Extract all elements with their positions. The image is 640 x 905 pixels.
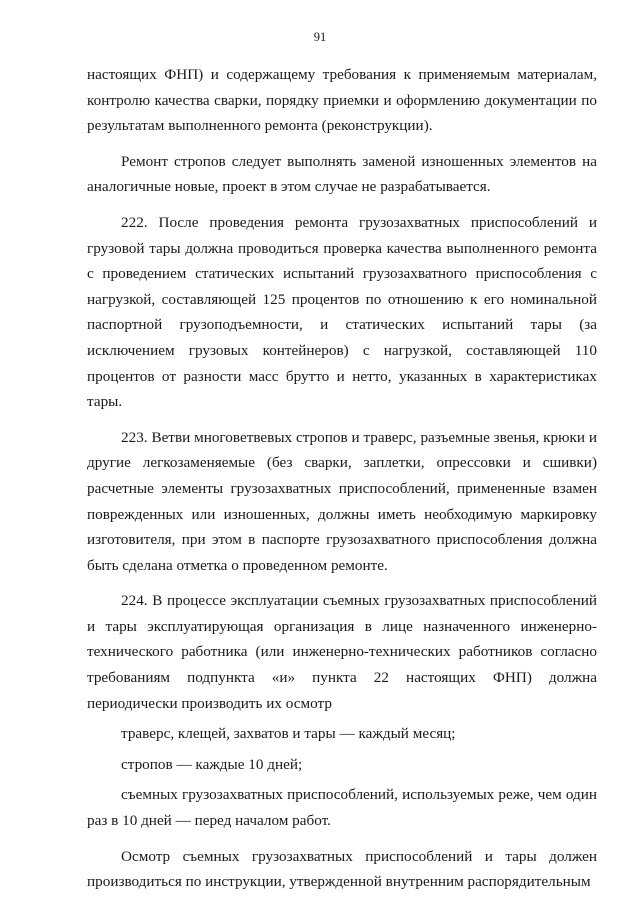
paragraph-item-224: 224. В процессе эксплуатации съемных грузозахватных приспособлений и тары эксплуатирующая организация в лице назначенного инженерно-технического работника (или инженерно-технических работников согласно требованиям подпункта «и» пункта 22 настоящих ФНП) должна периодически производить их осмотр (87, 592, 597, 712)
paragraph-item-223: 223. Ветви многоветвевых стропов и траверс, разъемные звенья, крюки и другие легкозаменяемые (без сварки, заплетки, опрессовки и сшивки) расчетные элементы грузозахватных приспособлений, примененные взамен поврежденных или изношенных, должны иметь необходимую маркировку изготовителя, при этом в паспорте грузозахватного приспособления должна быть сделана отметка о проведенном ремонте. (87, 428, 597, 574)
paragraph-inspection: Осмотр съемных грузозахватных приспособлений и тары должен производиться по инструкции, утвержденной внутренним распорядительным (87, 847, 597, 891)
list-item-traverses: траверс, клещей, захватов и тары — каждый месяц; (121, 725, 456, 743)
list-item-slings: стропов — каждые 10 дней; (121, 755, 303, 773)
document-body (87, 62, 597, 905)
paragraph-repair-slings: Ремонт стропов следует выполнять заменой изношенных элементов на аналогичные новые, проект в этом случае не разрабатывается. (87, 152, 597, 196)
list-item-removable-devices: съемных грузозахватных приспособлений, используемых реже, чем один раз в 10 дней — перед началом работ. (87, 786, 597, 830)
paragraph-continuation: настоящих ФНП) и содержащему требования к применяемым материалам, контролю качества сварки, порядку приемки и оформлению документации по результатам выполненного ремонта (реконструкции). (87, 66, 597, 135)
page-number: 91 (313, 30, 327, 44)
paragraph-item-222: 222. После проведения ремонта грузозахватных приспособлений и грузовой тары должна проводиться проверка качества выполненного ремонта с проведением статических испытаний грузозахватного приспособления с нагрузкой, составляющей 125 процентов по отношению к его номинальной паспортной грузоподъемности, и статических испытаний тары (за исключением грузовых контейнеров) с нагрузкой, составляющей 110 процентов от разности масс брутто и нетто, указанных в характеристиках тары. (87, 213, 597, 411)
